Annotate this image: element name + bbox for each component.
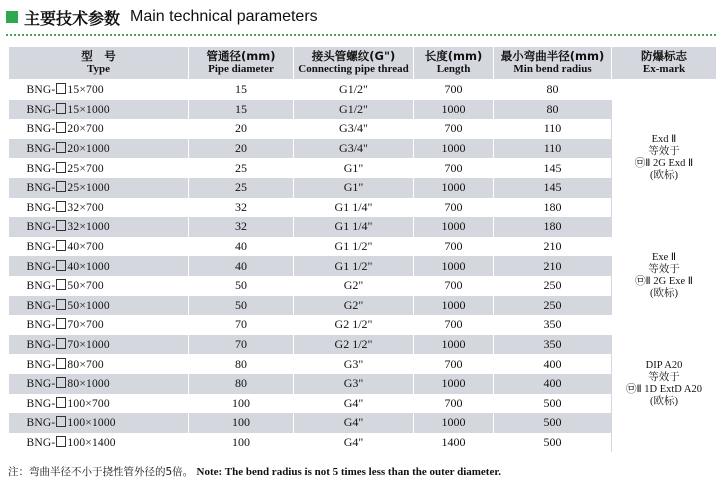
ex-mark-line: Exe Ⅱ — [651, 251, 677, 263]
section-header — [6, 4, 318, 30]
model-box-icon — [56, 397, 66, 408]
cell-length: 700 — [414, 354, 494, 374]
cell-diameter: 80 — [189, 374, 294, 394]
cell-thread: G1/2" — [294, 100, 414, 120]
model-box-icon — [56, 83, 66, 94]
cell-bend-radius: 110 — [494, 119, 612, 139]
ex-mark-line: ㉤Ⅱ 2G Exd Ⅱ — [634, 158, 694, 170]
cell-thread: G1 1/2" — [294, 256, 414, 276]
cell-length: 1000 — [414, 413, 494, 433]
section-title-cn: 主要技术参数 — [24, 8, 121, 28]
cell-thread: G1 1/2" — [294, 237, 414, 257]
cell-type: BNG- 50×1000 — [9, 296, 189, 316]
column-header-ex-mark: 防爆标志 Ex-mark — [612, 47, 717, 80]
model-box-icon — [56, 299, 66, 310]
table-row — [9, 276, 717, 296]
column-header-diameter: 管通径(mm) Pipe diameter — [189, 47, 294, 80]
table-row — [9, 119, 717, 139]
cell-diameter: 25 — [189, 178, 294, 198]
cell-length: 1000 — [414, 100, 494, 120]
cell-type: BNG- 80×1000 — [9, 374, 189, 394]
cell-thread: G2 1/2" — [294, 315, 414, 335]
cell-length: 1000 — [414, 296, 494, 316]
cell-type: BNG- 20×1000 — [9, 139, 189, 159]
cell-bend-radius: 400 — [494, 354, 612, 374]
cell-thread: G4" — [294, 433, 414, 453]
cell-bend-radius: 180 — [494, 217, 612, 237]
cell-length: 1400 — [414, 433, 494, 453]
table-row — [9, 256, 717, 276]
cell-diameter: 100 — [189, 433, 294, 453]
cell-type: BNG- 15×1000 — [9, 100, 189, 120]
cell-thread: G2" — [294, 276, 414, 296]
model-box-icon — [56, 142, 66, 153]
cell-thread: G1" — [294, 178, 414, 198]
table-row — [9, 374, 717, 394]
table-row — [9, 296, 717, 316]
cell-type: BNG- 32×700 — [9, 198, 189, 218]
cell-bend-radius: 250 — [494, 296, 612, 316]
model-box-icon — [56, 201, 66, 212]
cell-ex-mark — [612, 237, 717, 315]
model-box-icon — [56, 377, 66, 388]
table-row — [9, 335, 717, 355]
ex-mark-line: (欧标) — [650, 287, 678, 299]
model-box-icon — [56, 416, 66, 427]
model-box-icon — [56, 436, 66, 447]
cell-length: 1000 — [414, 178, 494, 198]
model-box-icon — [56, 220, 66, 231]
cell-bend-radius: 210 — [494, 256, 612, 276]
table-row — [9, 394, 717, 414]
cell-bend-radius: 80 — [494, 100, 612, 120]
cell-bend-radius: 500 — [494, 433, 612, 453]
ex-mark-line: Exd Ⅱ — [651, 134, 677, 146]
ex-mark-line: (欧标) — [650, 395, 678, 407]
cell-type: BNG- 50×700 — [9, 276, 189, 296]
table-row — [9, 80, 717, 100]
section-title-en: Main technical parameters — [130, 8, 318, 25]
cell-length: 700 — [414, 158, 494, 178]
cell-bend-radius: 110 — [494, 139, 612, 159]
table-row — [9, 433, 717, 453]
cell-type: BNG- 15×700 — [9, 80, 189, 100]
table-row — [9, 413, 717, 433]
cell-type: BNG- 40×700 — [9, 237, 189, 257]
cell-thread: G4" — [294, 413, 414, 433]
table-row — [9, 158, 717, 178]
cell-diameter: 32 — [189, 217, 294, 237]
cell-type: BNG- 25×700 — [9, 158, 189, 178]
cell-diameter: 40 — [189, 256, 294, 276]
model-box-icon — [56, 338, 66, 349]
column-header-type: 型 号 Type — [9, 47, 189, 80]
header-divider — [6, 34, 716, 36]
ex-mark-line: ㉤Ⅱ 1D ExtD A20 — [625, 383, 703, 395]
cell-thread: G1/2" — [294, 80, 414, 100]
cell-diameter: 70 — [189, 335, 294, 355]
cell-thread: G1" — [294, 158, 414, 178]
ex-mark-line: DIP A20 — [645, 359, 683, 371]
cell-diameter: 20 — [189, 119, 294, 139]
table-row — [9, 354, 717, 374]
column-header-bend-radius: 最小弯曲半径(mm) Min bend radius — [494, 47, 612, 80]
column-header-thread: 接头管螺纹(G") Connecting pipe thread — [294, 47, 414, 80]
model-box-icon — [56, 103, 66, 114]
cell-length: 1000 — [414, 139, 494, 159]
model-box-icon — [56, 181, 66, 192]
cell-diameter: 100 — [189, 394, 294, 414]
cell-length: 1000 — [414, 217, 494, 237]
cell-length: 1000 — [414, 374, 494, 394]
cell-ex-mark — [612, 315, 717, 452]
cell-thread: G3/4" — [294, 139, 414, 159]
cell-length: 700 — [414, 119, 494, 139]
cell-length: 700 — [414, 394, 494, 414]
cell-bend-radius: 145 — [494, 158, 612, 178]
cell-length: 700 — [414, 198, 494, 218]
cell-thread: G3/4" — [294, 119, 414, 139]
table-row — [9, 139, 717, 159]
cell-type: BNG- 20×700 — [9, 119, 189, 139]
cell-length: 700 — [414, 276, 494, 296]
cell-diameter: 15 — [189, 80, 294, 100]
cell-thread: G4" — [294, 394, 414, 414]
cell-length: 700 — [414, 237, 494, 257]
cell-bend-radius: 500 — [494, 394, 612, 414]
ex-mark-line: ㉤Ⅱ 2G Exe Ⅱ — [635, 275, 693, 287]
cell-type: BNG- 40×1000 — [9, 256, 189, 276]
cell-bend-radius: 180 — [494, 198, 612, 218]
cell-diameter: 50 — [189, 276, 294, 296]
cell-ex-mark — [612, 80, 717, 237]
column-header-length: 长度(mm) Length — [414, 47, 494, 80]
footnote — [8, 464, 501, 479]
ex-mark-line: 等效于 — [648, 263, 680, 275]
cell-bend-radius: 210 — [494, 237, 612, 257]
cell-bend-radius: 400 — [494, 374, 612, 394]
cell-type: BNG- 80×700 — [9, 354, 189, 374]
cell-bend-radius: 80 — [494, 80, 612, 100]
cell-type: BNG- 100×1000 — [9, 413, 189, 433]
cell-bend-radius: 350 — [494, 315, 612, 335]
model-box-icon — [56, 240, 66, 251]
cell-thread: G2" — [294, 296, 414, 316]
cell-bend-radius: 145 — [494, 178, 612, 198]
footnote-cn: 注：弯曲半径不小于挠性管外径的5倍。 — [8, 466, 194, 478]
cell-diameter: 40 — [189, 237, 294, 257]
table-row — [9, 237, 717, 257]
table-row — [9, 198, 717, 218]
cell-diameter: 50 — [189, 296, 294, 316]
model-box-icon — [56, 358, 66, 369]
table-row — [9, 217, 717, 237]
section-bullet-icon — [6, 11, 18, 23]
ex-mark-line: (欧标) — [650, 170, 678, 182]
cell-type: BNG- 100×700 — [9, 394, 189, 414]
table-row — [9, 315, 717, 335]
cell-thread: G1 1/4" — [294, 198, 414, 218]
cell-type: BNG- 70×1000 — [9, 335, 189, 355]
cell-thread: G2 1/2" — [294, 335, 414, 355]
cell-type: BNG- 100×1400 — [9, 433, 189, 453]
cell-thread: G1 1/4" — [294, 217, 414, 237]
cell-length: 700 — [414, 80, 494, 100]
table-row — [9, 100, 717, 120]
cell-thread: G3" — [294, 374, 414, 394]
cell-diameter: 15 — [189, 100, 294, 120]
model-box-icon — [56, 279, 66, 290]
table-row — [9, 178, 717, 198]
ex-mark-line: 等效于 — [648, 371, 680, 383]
model-box-icon — [56, 260, 66, 271]
model-box-icon — [56, 318, 66, 329]
cell-length: 700 — [414, 315, 494, 335]
cell-diameter: 25 — [189, 158, 294, 178]
parameters-table — [8, 46, 717, 452]
cell-diameter: 20 — [189, 139, 294, 159]
cell-diameter: 70 — [189, 315, 294, 335]
footnote-en: Note: The bend radius is not 5 times less than the outer diameter. — [196, 466, 501, 478]
model-box-icon — [56, 122, 66, 133]
cell-type: BNG- 32×1000 — [9, 217, 189, 237]
table-header-row — [9, 47, 717, 80]
cell-diameter: 80 — [189, 354, 294, 374]
ex-mark-line: 等效于 — [648, 146, 680, 158]
model-box-icon — [56, 162, 66, 173]
cell-bend-radius: 500 — [494, 413, 612, 433]
cell-type: BNG- 25×1000 — [9, 178, 189, 198]
cell-diameter: 32 — [189, 198, 294, 218]
cell-length: 1000 — [414, 335, 494, 355]
cell-length: 1000 — [414, 256, 494, 276]
cell-bend-radius: 350 — [494, 335, 612, 355]
cell-bend-radius: 250 — [494, 276, 612, 296]
cell-diameter: 100 — [189, 413, 294, 433]
cell-type: BNG- 70×700 — [9, 315, 189, 335]
cell-thread: G3" — [294, 354, 414, 374]
